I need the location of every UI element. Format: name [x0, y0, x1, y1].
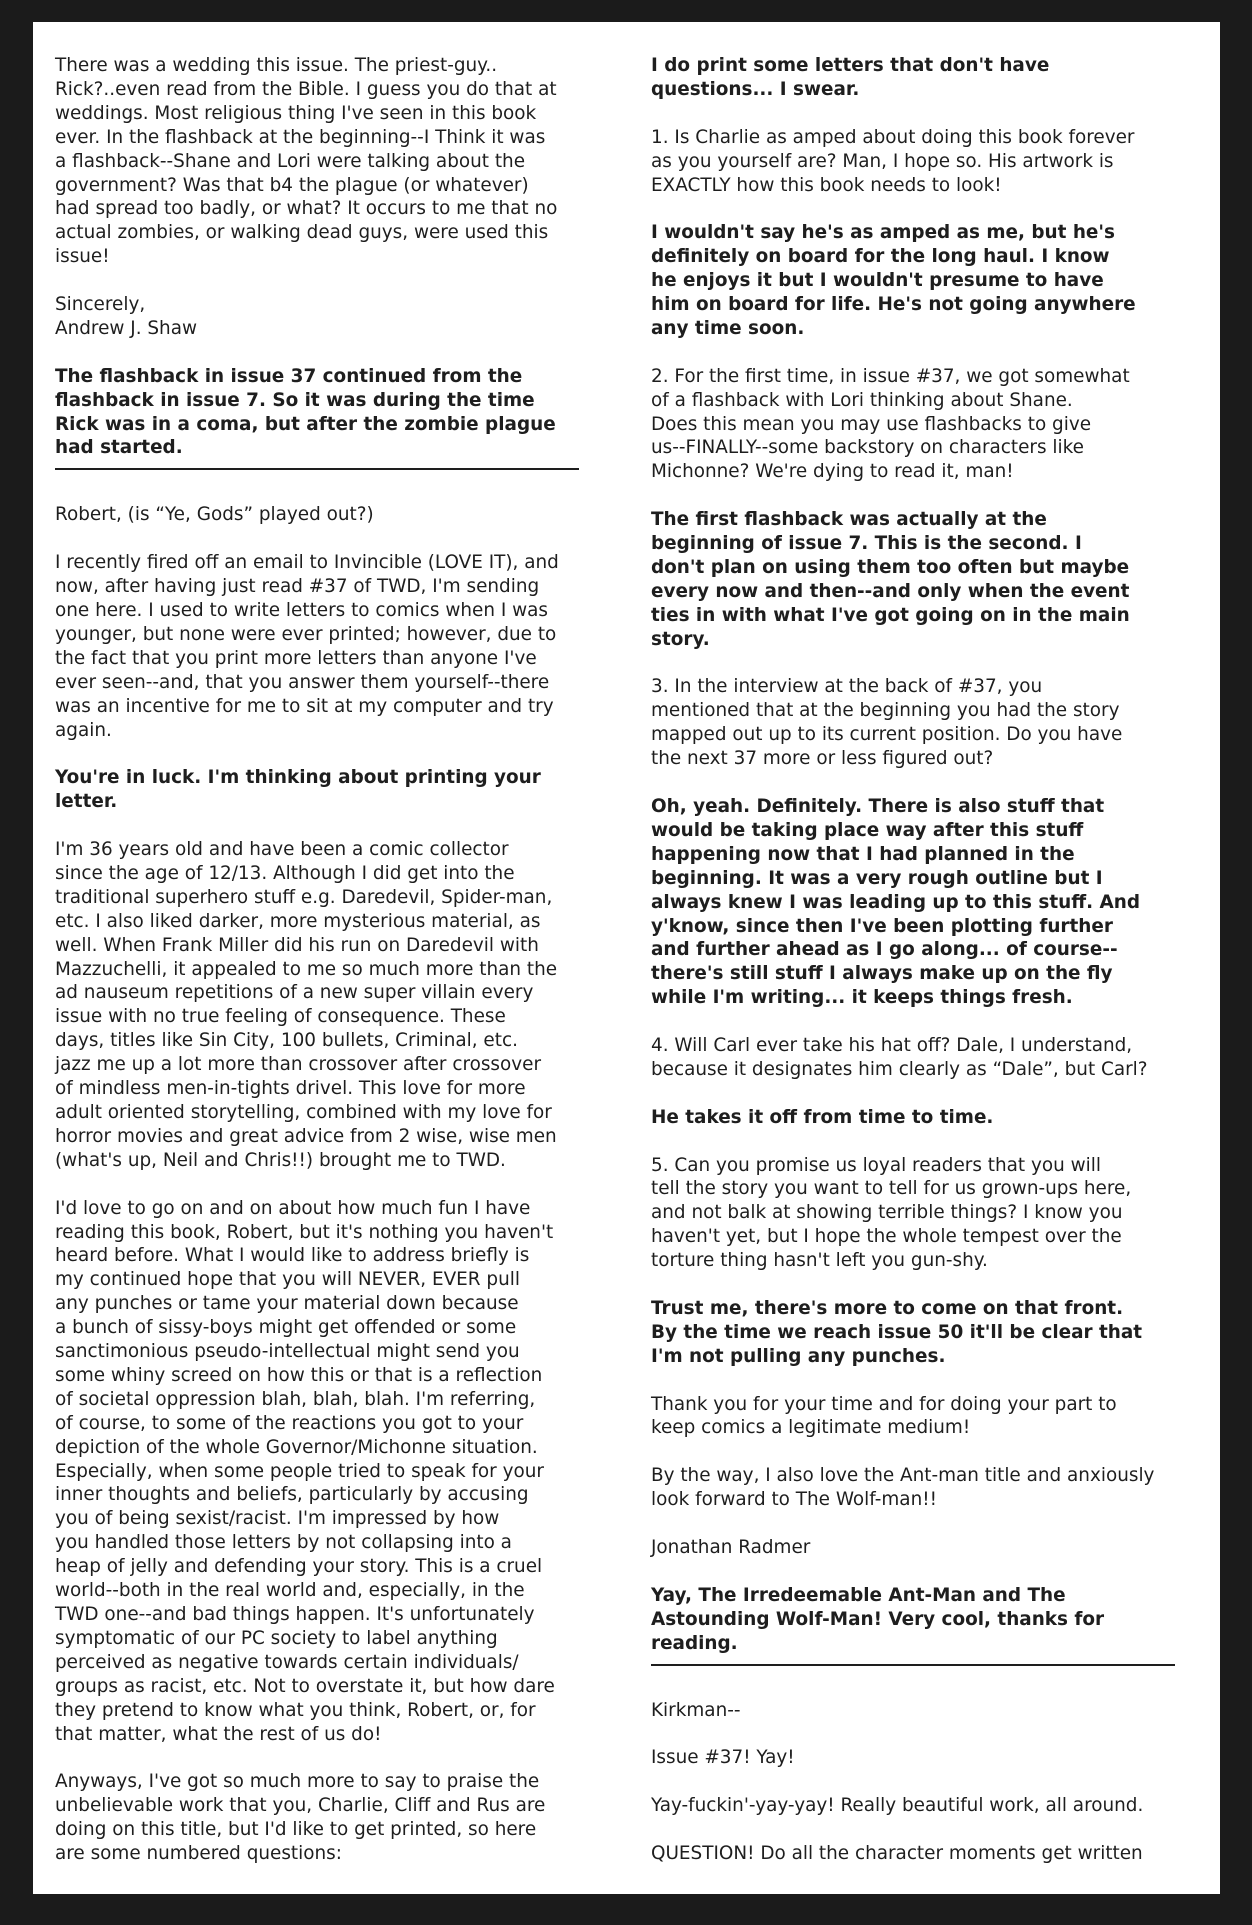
letters-page: [33, 22, 1220, 1894]
letter-signature: Jonathan Radmer: [651, 1536, 811, 1558]
section-divider: [55, 468, 579, 470]
editor-reply: Oh, yeah. Definitely. There is also stuff that would be taking place way after this stuff happening now that I had planned in the beginning. It was a very rough outline but I always knew I was leading up to this stuff. And y'know, since then I've been plotting further and further ahead as I go along... of course-- there's still stuff I always make up on the fly while I'm writing... it keeps things fresh.: [651, 796, 1141, 1009]
editor-reply: The flashback in issue 37 continued from the flashback in issue 7. So it was during the time Rick was in a coma, but after the zombie plague had started.: [55, 365, 556, 459]
letter-paragraph: I recently fired off an email to Invincible (LOVE IT), and now, after having just read #37 of TWD, I'm sending one here. I used to write letters to comics when I was younger, but none were ever printed; however, due to the fact that you print more letters than anyone I've ever seen--and, that you answer them yourself--there was an incentive for me to sit at my computer and try again.: [55, 552, 559, 741]
editor-reply: I wouldn't say he's as amped as me, but he's definitely on board for the long haul. I know he enjoys it but I wouldn't presume to have him on board for life. He's not going anywhere any time soon.: [651, 222, 1136, 339]
editor-reply: Yay, The Irredeemable Ant-Man and The Astounding Wolf-Man! Very cool, thanks for reading.: [651, 1584, 1105, 1654]
letter-paragraph: Anyways, I've got so much more to say to praise the unbelievable work that you, Charlie, Cliff and Rus are doing on this title, but I'd like to get printed, so here are some numbered questions:: [55, 1771, 546, 1865]
letter-paragraph: By the way, I also love the Ant-man title and anxiously look forward to The Wolf-man!!: [651, 1465, 1155, 1511]
right-column: [651, 54, 1211, 1866]
letter-paragraph: There was a wedding this issue. The priest-guy.. Rick?..even read from the Bible. I guess you do that at weddings. Most religious thing I've seen in this book ever. In the flashback at the beginning--I Think it was a flashback--Shane and Lori were talking about the government? Was that b4 the plague (or whatever) had spread too badly, or what? It occurs to me that no actual zombies, or walking dead guys, were used this issue!: [55, 55, 558, 268]
letter-signoff: Sincerely, Andrew J. Shaw: [55, 294, 198, 339]
editor-reply: Trust me, there's more to come on that front. By the time we reach issue 50 it'll be clear that I'm not pulling any punches.: [651, 1297, 1143, 1367]
section-divider: [651, 1664, 1175, 1666]
letter-paragraph: I'm 36 years old and have been a comic collector since the age of 12/13. Although I did get into the traditional superhero stuff e.g. Daredevil, Spider-man, etc. I also liked darker, more mysterious material, as well. When Frank Miller did his run on Daredevil with Mazzuchelli, it appealed to me so much more than the ad nauseum repetitions of a new super villain every issue with no true feeling of consequence. These days, titles like Sin City, 100 bullets, Criminal, etc. jazz me up a lot more than crossover after crossover of mindless men-in-tights drivel. This love for more adult oriented storytelling, combined with my love for horror movies and great advice from 2 wise, wise men (what's up, Neil and Chris!!) brought me to TWD.: [55, 839, 558, 1171]
letter-salutation: Robert, (is “Ye, Gods” played out?): [55, 504, 374, 526]
letter-paragraph: Yay-fuckin'-yay-yay! Really beautiful work, all around.: [651, 1795, 1144, 1817]
letter-paragraph: Thank you for your time and for doing your part to keep comics a legitimate medium!: [651, 1393, 1117, 1439]
reader-question: 3. In the interview at the back of #37, you mentioned that at the beginning you had the story mapped out up to its current position. Do you have the next 37 more or less figured out?: [651, 676, 1123, 770]
reader-question: 5. Can you promise us loyal readers that you will tell the story you want to tell for us grown-ups here, and not balk at showing terrible things? I know you haven't yet, but I hope the whole tempest over the torture thing hasn't left you gun-shy.: [651, 1154, 1132, 1272]
editor-reply: He takes it off from time to time.: [651, 1106, 994, 1128]
letter-salutation: Kirkman--: [651, 1699, 741, 1721]
editor-reply: You're in luck. I'm thinking about printing your letter.: [55, 767, 541, 813]
editor-reply: I do print some letters that don't have questions... I swear.: [651, 55, 1050, 100]
reader-question: 4. Will Carl ever take his hat off? Dale, I understand, because it designates him clearly as “Dale”, but Carl?: [651, 1035, 1148, 1080]
letter-paragraph: QUESTION! Do all the character moments get written: [651, 1842, 1143, 1864]
letter-paragraph: I'd love to go on and on about how much fun I have reading this book, Robert, but it's nothing you haven't heard before. What I would like to address briefly is my continued hope that you will NEVER, EVER pull any punches or tame your material down because a bunch of sissy-boys might get offended or some sanctimonious pseudo-intellectual might send you some whiny screed on how this or that is a reflection of societal oppression blah, blah, blah. I'm referring, of course, to some of the reactions you got to your depiction of the whole Governor/Michonne situation. Especially, when some people tried to speak for your inner thoughts and beliefs, particularly by accusing you of being sexist/racist. I'm impressed by how you handled those letters by not collapsing into a heap of jelly and defending your story. This is a cruel world--both in the real world and, especially, in the TWD one--and bad things happen. It's unfortunately symptomatic of our PC society to label anything perceived as negative towards certain individuals/ groups as racist, etc. Not to overstate it, but how dare they pretend to know what you think, Robert, or, for that matter, what the rest of us do!: [55, 1197, 555, 1745]
left-column: [55, 54, 635, 1866]
reader-question: 1. Is Charlie as amped about doing this book forever as you yourself are? Man, I hope so. His artwork is EXACTLY how this book needs to look!: [651, 126, 1135, 196]
reader-question: 2. For the first time, in issue #37, we got somewhat of a flashback with Lori thinking about Shane. Does this mean you may use flashbacks to give us--FINALLY--some backstory on characters like Michonne? We're dying to read it, man!: [651, 365, 1130, 483]
editor-reply: The first flashback was actually at the beginning of issue 7. This is the second. I don't plan on using them too often but maybe every now and then--and only when the event ties in with what I've got going on in the main story.: [651, 509, 1130, 650]
letter-paragraph: Issue #37! Yay!: [651, 1747, 795, 1769]
